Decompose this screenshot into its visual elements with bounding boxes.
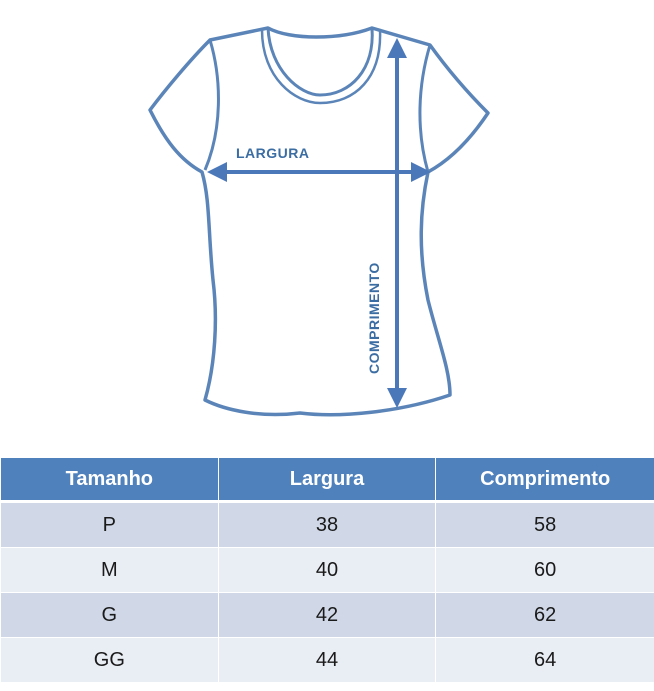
table-row [1, 503, 654, 548]
cell-size: P [1, 503, 219, 548]
cell-length: 64 [436, 638, 654, 683]
width-label: LARGURA [236, 145, 310, 161]
cell-size: M [1, 548, 219, 593]
cell-size: GG [1, 638, 219, 683]
table-header-row [1, 458, 654, 503]
table-row [1, 548, 654, 593]
table-row [1, 638, 654, 683]
header-width: Largura [219, 458, 437, 503]
cell-width: 42 [219, 593, 437, 638]
table-row [1, 593, 654, 638]
cell-width: 38 [219, 503, 437, 548]
cell-size: G [1, 593, 219, 638]
cell-length: 60 [436, 548, 654, 593]
size-chart-table [1, 458, 654, 683]
cell-width: 40 [219, 548, 437, 593]
cell-length: 58 [436, 503, 654, 548]
cell-width: 44 [219, 638, 437, 683]
header-length: Comprimento [436, 458, 654, 503]
header-size: Tamanho [1, 458, 219, 503]
length-label: COMPRIMENTO [366, 262, 382, 374]
cell-length: 62 [436, 593, 654, 638]
tshirt-outline [150, 28, 488, 415]
